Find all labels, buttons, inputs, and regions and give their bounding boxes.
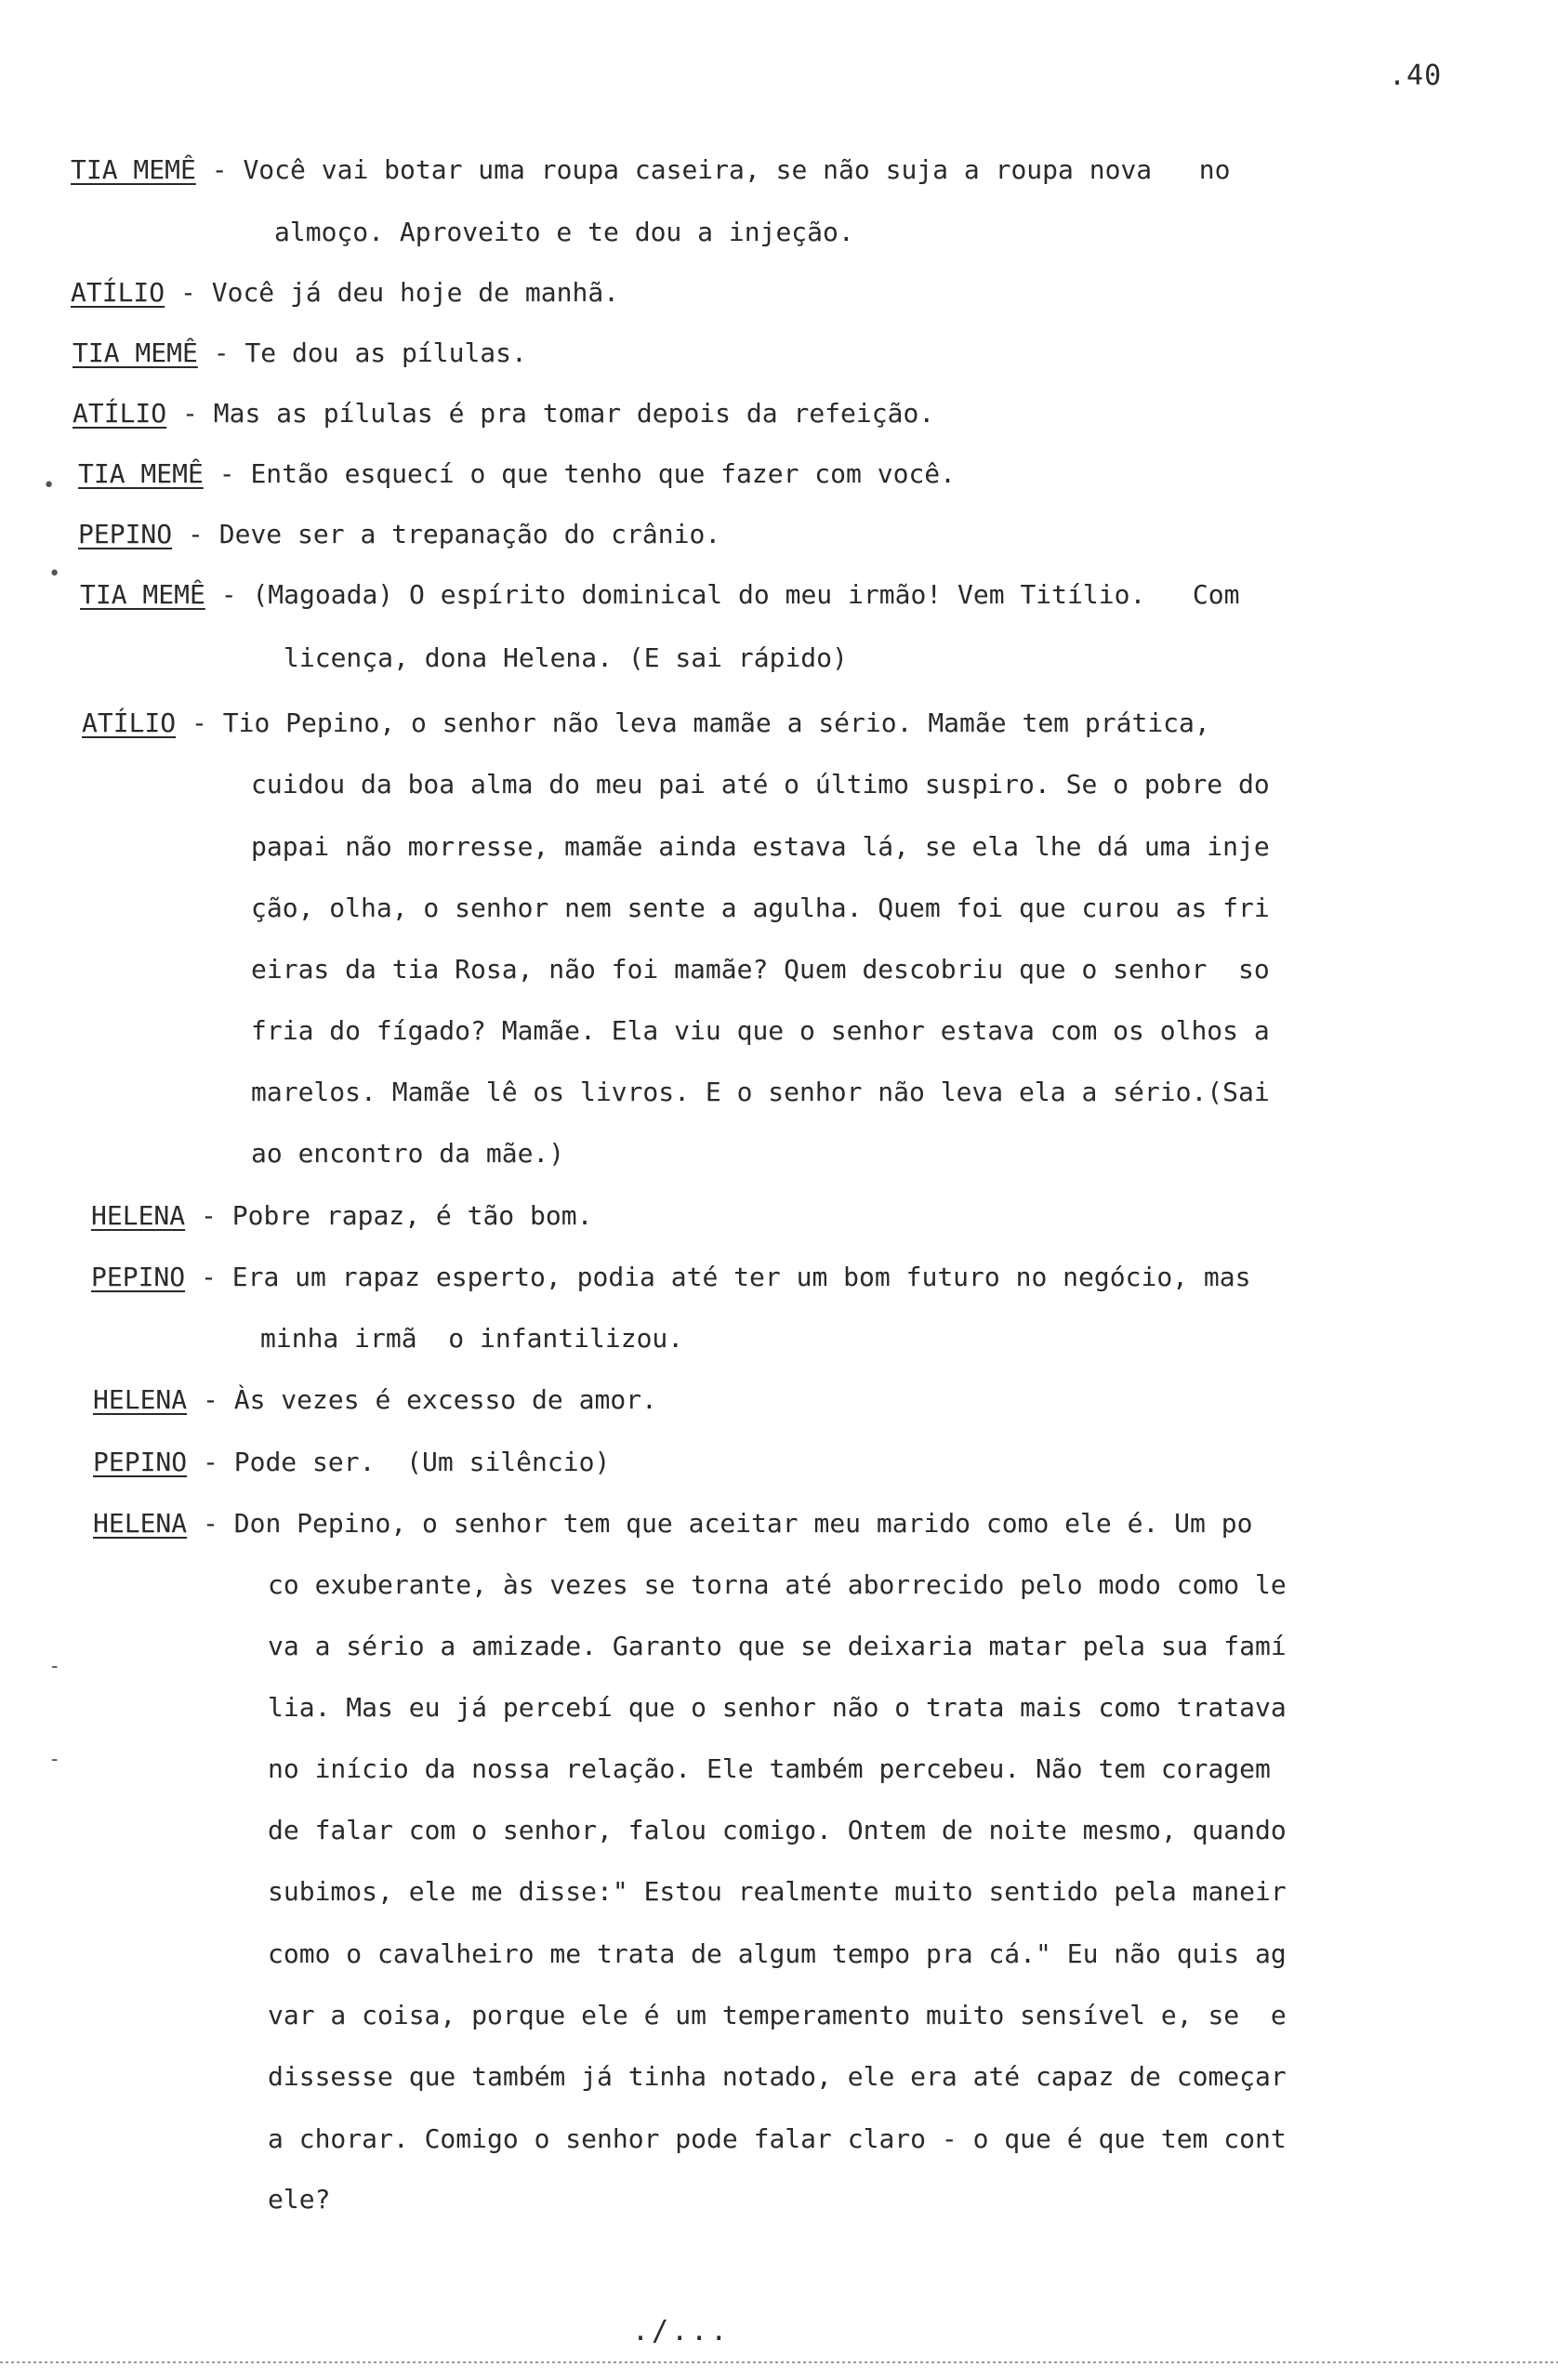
dialogue-text: Às vezes é excesso de amor. (233, 1384, 657, 1415)
script-line (78, 457, 956, 491)
dialogue-text: ele? (268, 2184, 331, 2215)
script-line (274, 216, 854, 249)
script-line (93, 1507, 1252, 1540)
speaker-separator: - (187, 1384, 234, 1415)
speaker-name: HELENA (91, 1200, 186, 1231)
speaker-name: TIA MEMÊ (78, 458, 204, 489)
script-line (251, 768, 1270, 801)
dialogue-text: dissesse que também já tinha notado, ele era até capaz de começar (268, 2061, 1287, 2092)
script-line (268, 1630, 1287, 1663)
speaker-name: HELENA (93, 1508, 188, 1539)
speaker-separator: - (172, 519, 219, 549)
script-line (73, 337, 527, 370)
dialogue-text: licença, dona Helena. (E sai rápido) (284, 642, 848, 673)
script-line (268, 1999, 1287, 2032)
dialogue-text: marelos. Mamãe lê os livros. E o senhor não leva ela a sério.(Sai (251, 1077, 1270, 1107)
script-line (251, 1137, 564, 1170)
dialogue-text: Tio Pepino, o senhor não leva mamãe a sério. Mamãe tem prática, (222, 707, 1210, 738)
dialogue-text: Você vai botar uma roupa caseira, se não suja a roupa nova no (243, 154, 1231, 185)
speaker-name: PEPINO (93, 1447, 188, 1477)
speaker-separator: - (185, 1200, 232, 1231)
dialogue-text: a chorar. Comigo o senhor pode falar claro - o que é que tem cont (268, 2123, 1287, 2154)
margin-mark: - (48, 1748, 61, 1771)
speaker-name: TIA MEMÊ (71, 154, 196, 185)
bottom-rule (0, 2361, 1558, 2363)
dialogue-text: lia. Mas eu já percebí que o senhor não o trata mais como tratava (268, 1692, 1287, 1723)
script-line (268, 1691, 1287, 1725)
dialogue-text: como o cavalheiro me trata de algum tempo pra cá." Eu não quis ag (268, 1938, 1287, 1969)
script-line (268, 2060, 1287, 2094)
dialogue-text: ção, olha, o senhor nem sente a agulha. Quem foi que curou as fri (251, 892, 1270, 923)
script-line (93, 1383, 657, 1417)
script-line (268, 1937, 1287, 1971)
script-line (93, 1446, 610, 1479)
speaker-separator: - (166, 398, 214, 429)
speaker-name: PEPINO (78, 519, 173, 549)
speaker-separator: - (165, 277, 212, 308)
margin-mark: • (48, 562, 61, 586)
speaker-name: TIA MEMÊ (80, 579, 205, 610)
dialogue-text: Deve ser a trepanação do crânio. (218, 519, 721, 549)
speaker-separator: - (197, 337, 245, 368)
script-line (284, 641, 848, 675)
speaker-name: ATÍLIO (82, 707, 177, 738)
dialogue-text: subimos, ele me disse:" Estou realmente muito sentido pela maneir (268, 1876, 1287, 1907)
script-line (80, 578, 1239, 612)
script-line (260, 1322, 683, 1355)
page-footer: ./... (632, 2315, 731, 2347)
dialogue-text: Mas as pílulas é pra tomar depois da refeição. (213, 398, 935, 429)
script-line (91, 1199, 592, 1233)
script-line (71, 276, 619, 310)
script-line (78, 518, 720, 551)
speaker-separator: - (187, 1447, 234, 1477)
dialogue-text: minha irmã o infantilizou. (260, 1323, 684, 1354)
script-line (71, 153, 1230, 187)
script-line (73, 397, 934, 430)
dialogue-text: ao encontro da mãe.) (251, 1138, 565, 1169)
speaker-separator: - (185, 1262, 232, 1292)
dialogue-text: co exuberante, às vezes se torna até aborrecido pelo modo como le (268, 1569, 1287, 1600)
speaker-name: ATÍLIO (73, 398, 167, 429)
script-line (268, 2122, 1287, 2156)
script-line (268, 1752, 1271, 1786)
dialogue-text: var a coisa, porque ele é um temperamento muito sensível e, se e (268, 2000, 1287, 2030)
dialogue-text: Pobre rapaz, é tão bom. (231, 1200, 593, 1231)
speaker-name: ATÍLIO (71, 277, 165, 308)
script-line (268, 2183, 330, 2216)
dialogue-text: (Magoada) O espírito dominical do meu irmão! Vem Titílio. Com (252, 579, 1240, 610)
page-number: .40 (1389, 60, 1443, 92)
script-line (251, 1014, 1270, 1048)
script-line (82, 707, 1210, 740)
dialogue-text: Você já deu hoje de manhã. (211, 277, 620, 308)
script-line (268, 1814, 1287, 1847)
speaker-separator: - (176, 707, 223, 738)
script-line (251, 892, 1270, 925)
speaker-name: TIA MEMÊ (73, 337, 198, 368)
dialogue-text: eiras da tia Rosa, não foi mamãe? Quem descobriu que o senhor so (251, 954, 1270, 985)
speaker-separator: - (205, 579, 253, 610)
dialogue-text: papai não morresse, mamãe ainda estava lá, se ela lhe dá uma inje (251, 831, 1270, 862)
script-line (91, 1261, 1250, 1294)
speaker-name: HELENA (93, 1384, 188, 1415)
script-line (268, 1875, 1287, 1909)
script-line (268, 1568, 1287, 1602)
speaker-separator: - (187, 1508, 234, 1539)
script-line (251, 830, 1270, 864)
dialogue-text: Era um rapaz esperto, podia até ter um bom futuro no negócio, mas (231, 1262, 1251, 1292)
script-line (251, 953, 1270, 986)
script-line (251, 1076, 1270, 1109)
dialogue-text: no início da nossa relação. Ele também percebeu. Não tem coragem (268, 1753, 1271, 1784)
dialogue-text: fria do fígado? Mamãe. Ela viu que o senhor estava com os olhos a (251, 1015, 1270, 1046)
speaker-separator: - (195, 154, 244, 185)
speaker-separator: - (203, 458, 251, 489)
dialogue-text: va a sério a amizade. Garanto que se deixaria matar pela sua famí (268, 1631, 1287, 1661)
margin-mark: - (48, 1655, 61, 1678)
speaker-name: PEPINO (91, 1262, 186, 1292)
dialogue-text: Então esquecí o que tenho que fazer com você. (250, 458, 957, 489)
dialogue-text: almoço. Aproveito e te dou a injeção. (274, 217, 854, 247)
dialogue-text: cuidou da boa alma do meu pai até o último suspiro. Se o pobre do (251, 769, 1270, 800)
dialogue-text: de falar com o senhor, falou comigo. Ontem de noite mesmo, quando (268, 1815, 1287, 1845)
dialogue-text: Don Pepino, o senhor tem que aceitar meu marido como ele é. Um po (233, 1508, 1253, 1539)
dialogue-text: Te dou as pílulas. (244, 337, 527, 368)
dialogue-text: Pode ser. (Um silêncio) (233, 1447, 611, 1477)
margin-mark: • (43, 474, 56, 497)
